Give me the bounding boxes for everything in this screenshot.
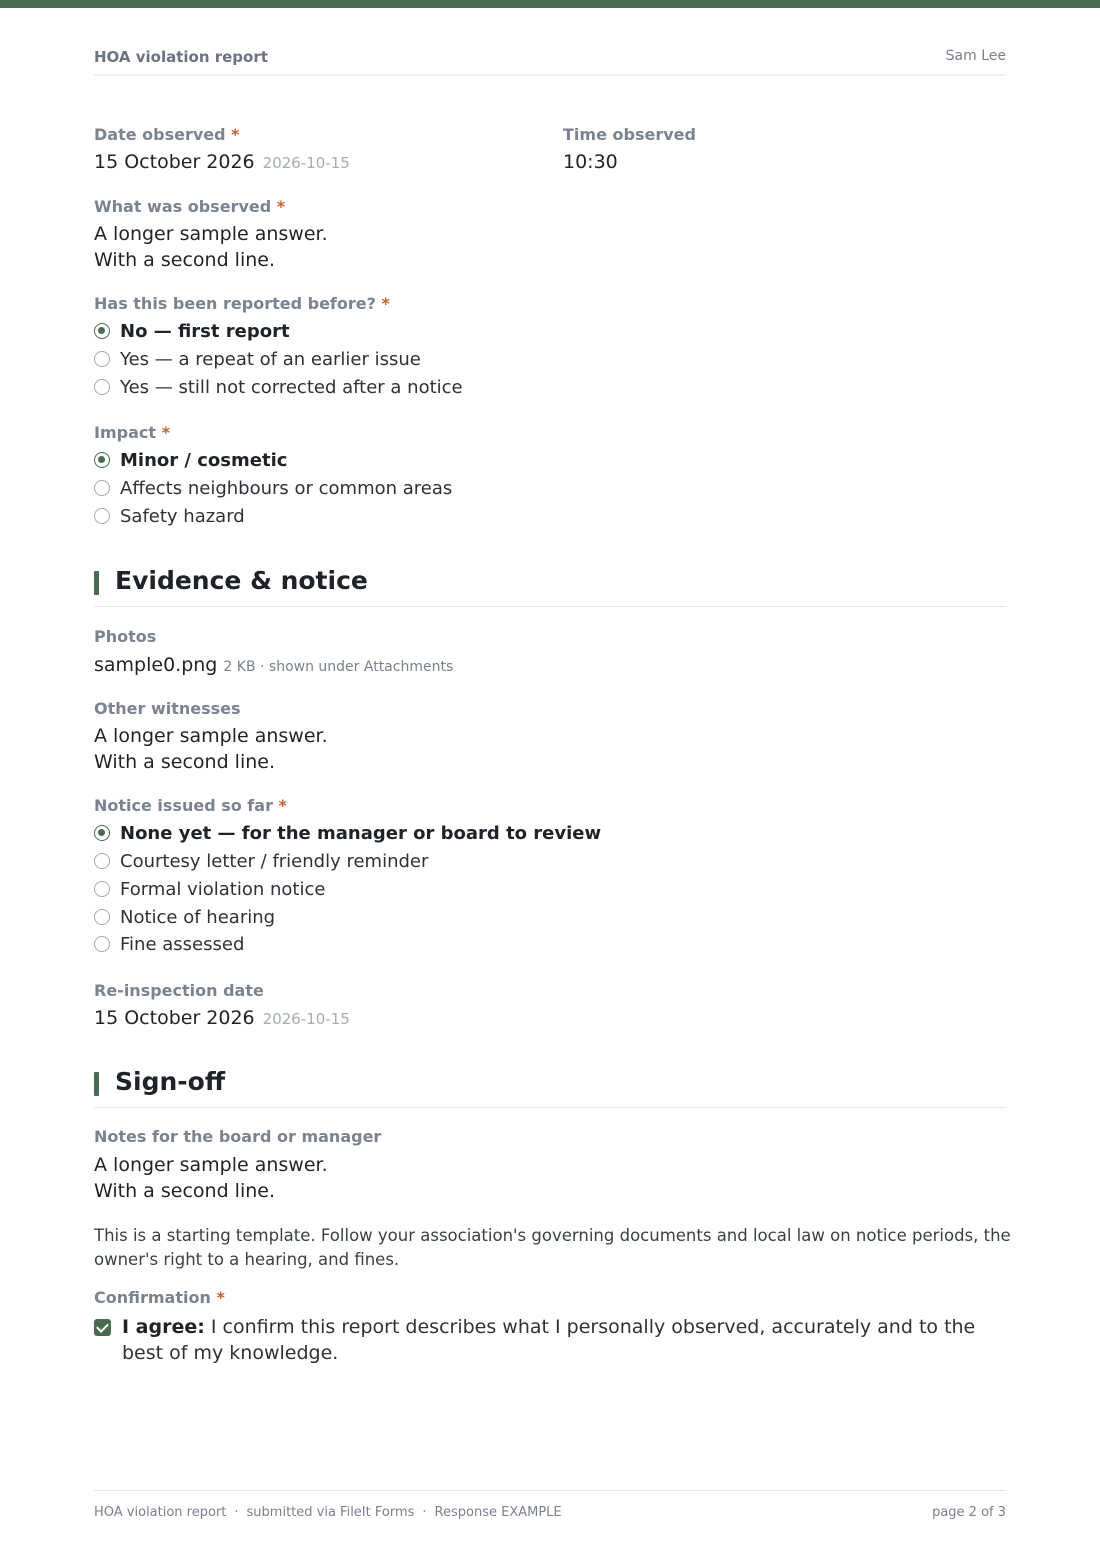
reported-before-option-3[interactable]: Yes — still not corrected after a notice — [94, 375, 463, 399]
reported-before-option-1[interactable]: No — first report — [94, 319, 290, 343]
section-title: Evidence & notice — [115, 566, 368, 595]
required-marker: * — [278, 796, 287, 815]
footer-info: HOA violation report · submitted via FileIt Forms · Response EXAMPLE — [94, 1505, 562, 1520]
radio-selected-icon — [94, 323, 110, 339]
notice-option-1[interactable]: None yet — for the manager or board to review — [94, 821, 601, 845]
time-observed-value: 10:30 — [563, 151, 618, 173]
photo-filename[interactable]: sample0.png — [94, 654, 218, 676]
required-marker: * — [216, 1288, 225, 1307]
required-marker: * — [276, 197, 286, 216]
section-title: Sign-off — [115, 1067, 226, 1096]
witnesses-line2: With a second line. — [94, 751, 275, 773]
form-title: HOA violation report — [94, 48, 268, 66]
radio-icon — [94, 480, 110, 496]
required-marker: * — [161, 423, 170, 442]
page-footer — [94, 1490, 1006, 1520]
reinspection-label: Re-inspection date — [94, 981, 264, 1000]
notice-option-2[interactable]: Courtesy letter / friendly reminder — [94, 849, 428, 873]
section-accent-bar — [94, 571, 99, 595]
notice-option-3[interactable]: Formal violation notice — [94, 877, 325, 901]
required-marker: * — [381, 294, 390, 313]
agree-label: I agree: — [122, 1316, 205, 1338]
radio-icon — [94, 379, 110, 395]
radio-icon — [94, 909, 110, 925]
date-observed-label: Date observed * — [94, 125, 240, 144]
confirmation-text: I confirm this report describes what I personally observed, accurately and to the best of my knowledge. — [122, 1316, 976, 1364]
page-number: page 2 of 3 — [932, 1505, 1006, 1520]
impact-label: Impact * — [94, 423, 170, 442]
top-accent-bar — [0, 0, 1100, 8]
witnesses-line1: A longer sample answer. — [94, 725, 328, 747]
photos-value — [94, 652, 453, 680]
radio-selected-icon — [94, 825, 110, 841]
radio-icon — [94, 853, 110, 869]
radio-icon — [94, 508, 110, 524]
what-observed-line2: With a second line. — [94, 249, 275, 271]
page-header — [94, 48, 1006, 76]
radio-selected-icon — [94, 452, 110, 468]
date-observed-iso: 2026-10-15 — [262, 154, 350, 172]
reported-before-option-2[interactable]: Yes — a repeat of an earlier issue — [94, 347, 421, 371]
template-disclaimer: This is a starting template. Follow your association's governing documents and local law on notice periods, the owner's right to a hearing, and fines. — [94, 1226, 1011, 1269]
witnesses-label: Other witnesses — [94, 699, 241, 718]
section-evidence — [94, 566, 1006, 607]
required-marker: * — [231, 125, 240, 144]
respondent-name: Sam Lee — [945, 48, 1006, 64]
notice-option-5[interactable]: Fine assessed — [94, 932, 244, 956]
notes-label: Notes for the board or manager — [94, 1127, 382, 1146]
radio-icon — [94, 351, 110, 367]
impact-option-2[interactable]: Affects neighbours or common areas — [94, 476, 452, 500]
time-observed-label: Time observed — [563, 125, 696, 144]
photo-meta: 2 KB · shown under Attachments — [223, 659, 454, 675]
reinspection-value: 15 October 2026 2026-10-15 — [94, 1007, 350, 1029]
reinspection-iso: 2026-10-15 — [262, 1010, 350, 1028]
notes-line1: A longer sample answer. — [94, 1154, 328, 1176]
notice-label: Notice issued so far * — [94, 796, 287, 815]
radio-icon — [94, 881, 110, 897]
checkbox-checked-icon[interactable] — [94, 1319, 111, 1336]
radio-icon — [94, 936, 110, 952]
date-observed-value: 15 October 2026 2026-10-15 — [94, 151, 350, 173]
section-accent-bar — [94, 1072, 99, 1096]
notice-option-4[interactable]: Notice of hearing — [94, 905, 275, 929]
photos-label: Photos — [94, 627, 157, 646]
confirmation-checkbox-row[interactable] — [94, 1314, 1006, 1366]
what-observed-line1: A longer sample answer. — [94, 223, 328, 245]
impact-option-3[interactable]: Safety hazard — [94, 504, 245, 528]
notes-line2: With a second line. — [94, 1180, 275, 1202]
section-signoff — [94, 1067, 1006, 1108]
reported-before-label: Has this been reported before? * — [94, 294, 390, 313]
what-observed-label: What was observed * — [94, 197, 286, 216]
impact-option-1[interactable]: Minor / cosmetic — [94, 448, 287, 472]
confirmation-label: Confirmation * — [94, 1288, 225, 1307]
